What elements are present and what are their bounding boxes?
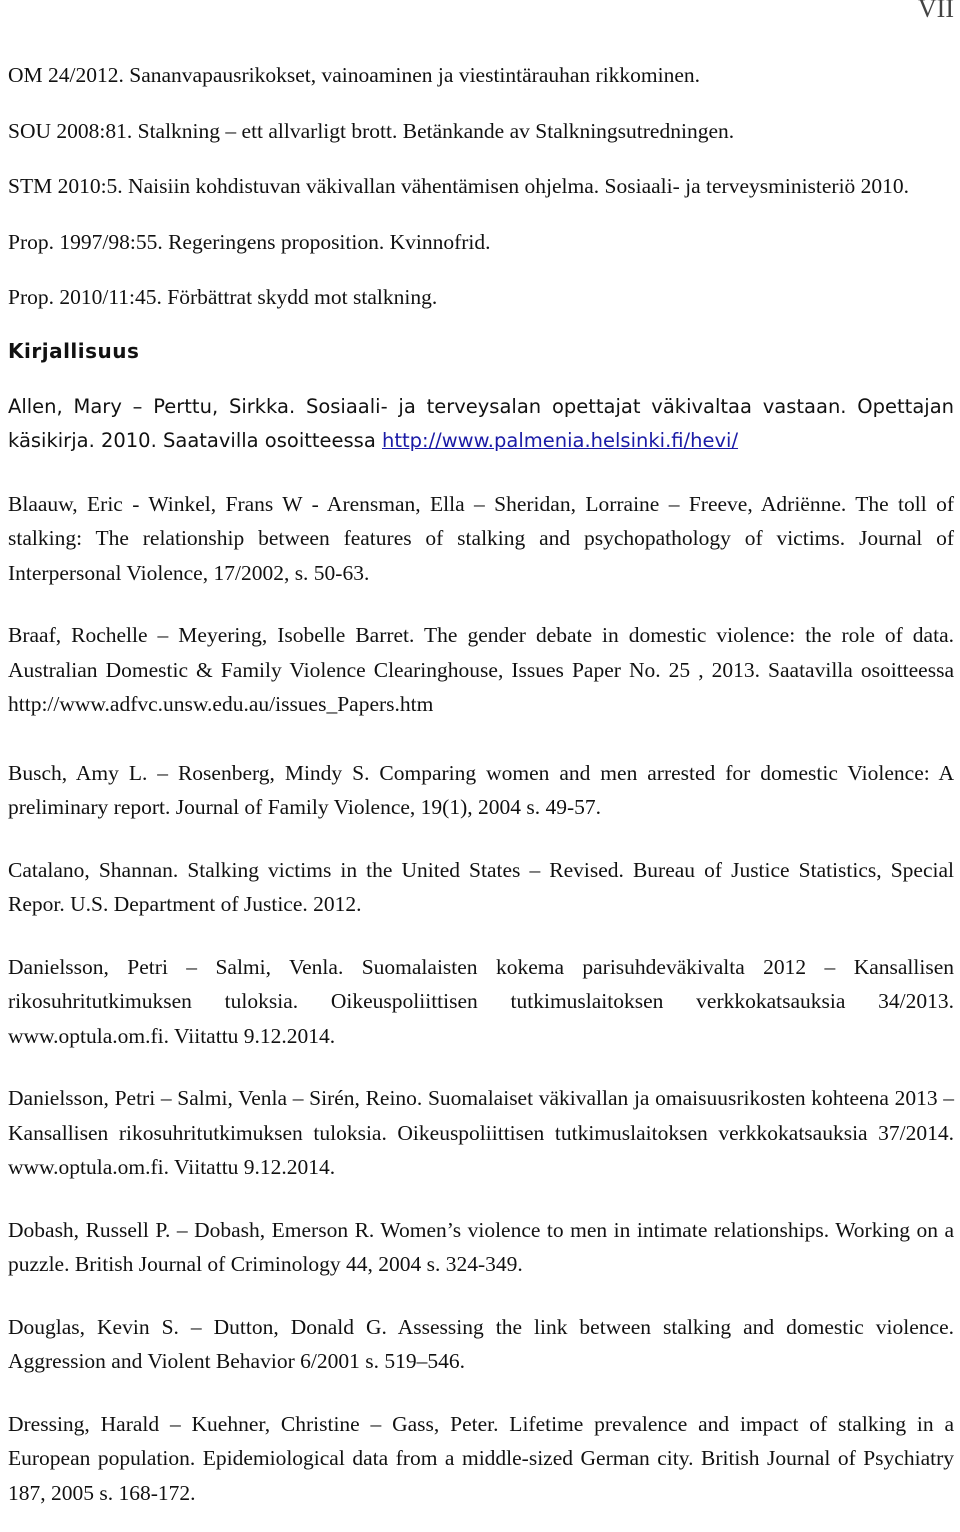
reference-allen — [8, 390, 954, 459]
reference-prop-1997: Prop. 1997/98:55. Regeringens proposition. Kvinnofrid. — [8, 229, 491, 254]
palmenia-link[interactable]: http://www.palmenia.helsinki.fi/hevi/ — [382, 429, 739, 452]
reference-stm: STM 2010:5. Naisiin kohdistuvan väkivallan vähentämisen ohjelma. Sosiaali- ja terveysministeriö 2010. — [8, 174, 910, 198]
reference-danielsson-2014: Danielsson, Petri – Salmi, Venla – Sirén, Reino. Suomalaiset väkivallan ja omaisuusrikosten kohteena 2013 – Kansallisen rikosuhritutkimuksen tuloksia. Oikeuspoliittisen tutkimuslaitoksen verkkokatsauksia 37/2014. www.optula.om.fi. Viitattu 9.12.2014. — [8, 1086, 954, 1179]
reference-allen-text: Allen, Mary – Perttu, Sirkka. Sosiaali- ja terveysalan opettajat väkivaltaa vastaan. Opettajan käsikirja. 2010. Saatavilla osoitteessa — [8, 394, 954, 452]
reference-danielsson-2013: Danielsson, Petri – Salmi, Venla. Suomalaisten kokema parisuhdeväkivalta 2012 – Kansallisen rikosuhritutkimuksen tuloksia. Oikeuspoliittisen tutkimuslaitoksen verkkokatsauksia 34/2013. www.optula.om.fi. Viitattu 9.12.2014. — [8, 954, 954, 1048]
reference-braaf: Braaf, Rochelle – Meyering, Isobelle Barret. The gender debate in domestic violence: the role of data. Australian Domestic & Family Violence Clearinghouse, Issues Paper No. 25 , 2013. Saatavilla osoitteessa http://www.adfvc.unsw.edu.au/issues_Papers.htm — [8, 623, 954, 716]
reference-om: OM 24/2012. Sananvapausrikokset, vainoaminen ja viestintärauhan rikkominen. — [8, 63, 701, 87]
page-number: VII — [917, 0, 954, 23]
reference-dobash: Dobash, Russell P. – Dobash, Emerson R. Women’s violence to men in intimate relationships. Working on a puzzle. British Journal of Criminology 44, 2004 s. 324-349. — [8, 1217, 954, 1276]
reference-dressing: Dressing, Harald – Kuehner, Christine – Gass, Peter. Lifetime prevalence and impact of stalking in a European population. Epidemiological data from a middle-sized German city. British Journal of Psychiatry 187, 2005 s. 168-172. — [8, 1411, 954, 1505]
reference-sou: SOU 2008:81. Stalkning – ett allvarligt brott. Betänkande av Stalkningsutredningen. — [8, 118, 735, 143]
reference-list — [8, 58, 954, 1510]
reference-douglas: Douglas, Kevin S. – Dutton, Donald G. Assessing the link between stalking and domestic violence. Aggression and Violent Behavior 6/2001 s. 519–546. — [8, 1314, 954, 1373]
reference-busch: Busch, Amy L. – Rosenberg, Mindy S. Comparing women and men arrested for domestic Violence: A preliminary report. Journal of Family Violence, 19(1), 2004 s. 49-57. — [8, 760, 954, 819]
reference-prop-2010: Prop. 2010/11:45. Förbättrat skydd mot stalkning. — [8, 285, 438, 309]
reference-blaauw: Blaauw, Eric - Winkel, Frans W - Arensman, Ella – Sheridan, Lorraine – Freeve, Adriënne. The toll of stalking: The relationship between features of stalking and psychopathology of victims. Journal of Interpersonal Violence, 17/2002, s. 50-63. — [8, 491, 954, 585]
section-heading: Kirjallisuus — [8, 338, 140, 363]
reference-catalano: Catalano, Shannan. Stalking victims in the United States – Revised. Bureau of Justice Statistics, Special Repor. U.S. Department of Justice. 2012. — [8, 857, 954, 916]
